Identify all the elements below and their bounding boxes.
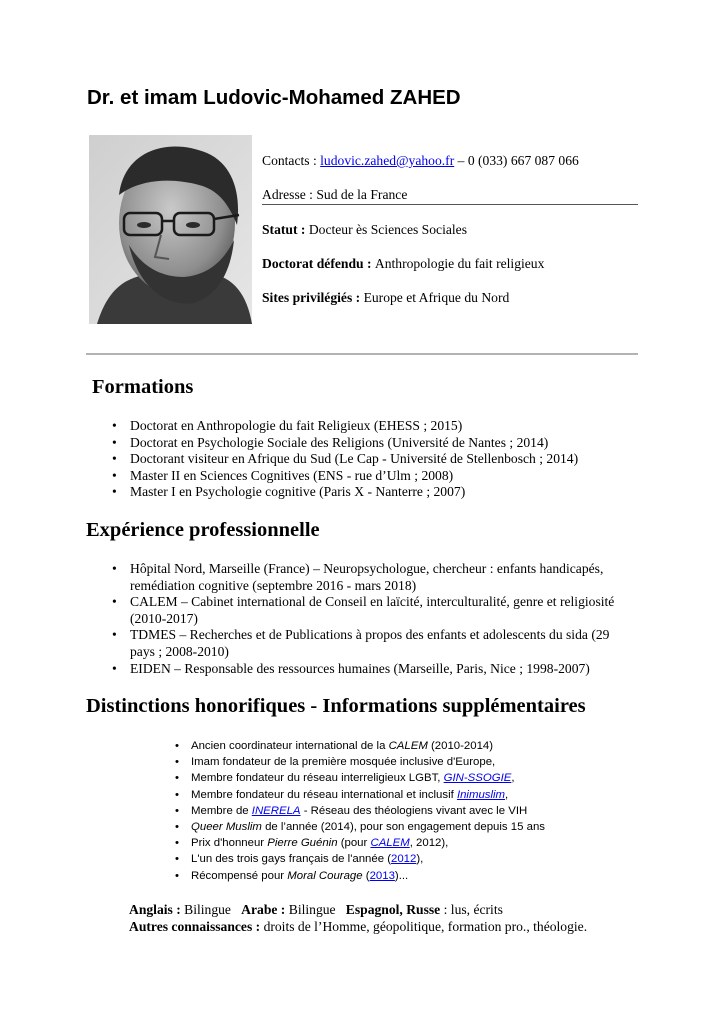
list-item xyxy=(175,738,595,754)
sites-row xyxy=(262,290,509,306)
list-item xyxy=(175,835,595,851)
status-label: Statut : xyxy=(262,222,309,237)
list-item: • Hôpital Nord, Marseille (France) – Neuropsychologue, chercheur : enfants handicapés, remédiation cognitive (septembre 2016 - mars 2018) xyxy=(112,561,632,594)
other-skills-row xyxy=(129,919,587,935)
item-text: de l’année (2014), pour son engagement depuis 15 ans xyxy=(261,821,545,834)
distinctions-heading: Distinctions honorifiques - Informations supplémentaires xyxy=(86,695,586,717)
list-item xyxy=(175,754,595,770)
status-value: Docteur ès Sciences Sociales xyxy=(308,222,467,237)
item-text: , 2012), xyxy=(409,837,449,850)
list-item xyxy=(175,770,595,786)
item-text: Membre fondateur du réseau interreligieux LGBT, xyxy=(191,772,444,785)
item-text: - Réseau des théologiens vivant avec le VIH xyxy=(300,804,528,817)
item-text-italic: Queer Muslim xyxy=(191,821,262,834)
doctorate-row xyxy=(262,256,544,272)
formations-heading: Formations xyxy=(92,376,194,398)
english-value: Bilingue xyxy=(184,902,242,917)
address-value: Sud de la France xyxy=(316,187,408,202)
item-text: Membre de xyxy=(191,804,252,817)
spanish-value: : lus, écrits xyxy=(440,902,503,917)
item-text: )... xyxy=(394,869,409,882)
item-text: (2010-2014) xyxy=(427,740,494,752)
header-divider xyxy=(86,353,638,355)
contacts-row xyxy=(262,153,579,169)
list-item: • Doctorat en Anthropologie du fait Religieux (EHESS ; 2015) xyxy=(112,418,632,435)
list-item xyxy=(175,803,595,819)
item-text: ), xyxy=(416,853,424,866)
portrait-photo xyxy=(89,135,252,324)
list-item: • Master II en Sciences Cognitives (ENS - rue d’Ulm ; 2008) xyxy=(112,468,632,485)
item-text: , xyxy=(511,772,515,785)
experience-heading: Expérience professionnelle xyxy=(86,519,320,541)
phone-number: – 0 (033) 667 087 066 xyxy=(454,153,579,168)
languages-row xyxy=(129,902,503,918)
item-text: Ancien coordinateur international de la xyxy=(191,740,389,752)
item-text: L'un des trois gays français de l'année ( xyxy=(191,853,392,866)
list-item: • EIDEN – Responsable des ressources humaines (Marseille, Paris, Nice ; 1998-2007) xyxy=(112,661,632,678)
list-item: • Doctorant visiteur en Afrique du Sud (Le Cap - Université de Stellenbosch ; 2014) xyxy=(112,451,632,468)
year-2012-link[interactable]: 2012 xyxy=(391,853,417,866)
list-item: • Master I en Psychologie cognitive (Paris X - Nanterre ; 2007) xyxy=(112,484,632,501)
list-item: • CALEM – Cabinet international de Conseil en laïcité, interculturalité, genre et religiosité (2010-2017) xyxy=(112,594,632,627)
list-item: • TDMES – Recherches et de Publications à propos des enfants et adolescents du sida (29 pays ; 2008-2010) xyxy=(112,627,632,660)
arabic-value: Bilingue xyxy=(288,902,346,917)
inimuslim-link[interactable]: Inimuslim xyxy=(456,788,506,801)
calem-link[interactable]: CALEM xyxy=(370,837,410,850)
address-divider xyxy=(262,204,638,205)
list-item xyxy=(175,819,595,835)
contacts-label: Contacts : xyxy=(262,153,321,168)
year-2013-link[interactable]: 2013 xyxy=(369,869,395,882)
doctorate-label: Doctorat défendu : xyxy=(262,256,375,271)
list-item xyxy=(175,787,595,803)
item-text: Membre fondateur du réseau international et inclusif xyxy=(191,788,457,801)
inerela-link[interactable]: INERELA xyxy=(251,804,301,817)
other-skills-label: Autres connaissances : xyxy=(129,919,264,934)
spanish-label: Espagnol, Russe xyxy=(345,902,441,917)
status-row xyxy=(262,222,467,238)
item-text-italic: Pierre Guénin xyxy=(267,837,338,850)
address-label: Adresse : xyxy=(262,187,317,202)
item-text: ( xyxy=(362,869,370,882)
item-text-italic: Moral Courage xyxy=(287,869,363,882)
other-skills-value: droits de l’Homme, géopolitique, formation pro., théologie. xyxy=(263,919,588,934)
experience-list xyxy=(112,561,632,677)
list-item xyxy=(175,851,595,867)
item-text: (pour xyxy=(337,837,371,850)
address-row xyxy=(262,187,407,203)
list-item xyxy=(175,868,595,884)
gin-ssogie-link[interactable]: GIN-SSOGIE xyxy=(443,772,512,785)
formations-list xyxy=(112,418,632,501)
portrait-image xyxy=(89,135,252,324)
distinctions-list xyxy=(175,738,595,884)
english-label: Anglais : xyxy=(129,902,185,917)
email-link[interactable]: ludovic.zahed@yahoo.fr xyxy=(320,153,455,168)
item-text: Récompensé pour xyxy=(191,869,288,882)
item-text: , xyxy=(505,788,509,801)
list-item: • Doctorat en Psychologie Sociale des Religions (Université de Nantes ; 2014) xyxy=(112,435,632,452)
item-text-italic: CALEM xyxy=(388,740,428,752)
item-text: Imam fondateur de la première mosquée inclusive d'Europe, xyxy=(191,756,496,769)
doctorate-value: Anthropologie du fait religieux xyxy=(374,256,545,271)
cv-name-title: Dr. et imam Ludovic-Mohamed ZAHED xyxy=(87,86,461,109)
sites-value: Europe et Afrique du Nord xyxy=(363,290,510,305)
arabic-label: Arabe : xyxy=(241,902,289,917)
item-text: Prix d'honneur xyxy=(191,837,268,850)
sites-label: Sites privilégiés : xyxy=(262,290,364,305)
